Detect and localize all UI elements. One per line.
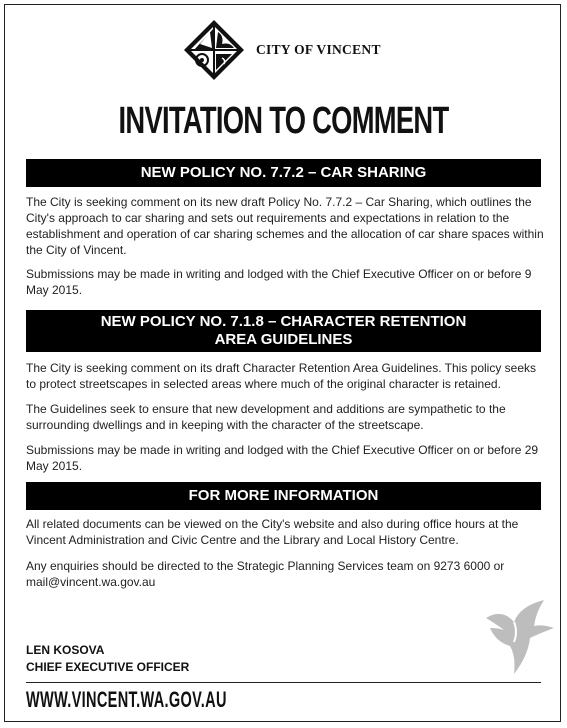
website-link[interactable]: WWW.VINCENT.WA.GOV.AU — [26, 687, 227, 712]
section-heading-more-info — [26, 482, 541, 510]
character-retention-paragraph-2: The Guidelines seek to ensure that new development and additions are sympathetic to the surrounding dwellings and in keeping with the character of the streetscape. — [26, 402, 506, 432]
character-retention-paragraph-1: The City is seeking comment on its draft Character Retention Area Guidelines. This policy seeks to protect streetscapes in selected areas where much of the original character is retained. — [26, 361, 537, 391]
section-heading-text: NEW POLICY NO. 7.7.2 – CAR SHARING — [140, 164, 427, 181]
signatory-role: CHIEF EXECUTIVE OFFICER — [26, 660, 190, 674]
more-info-paragraph-2: Any enquiries should be directed to the Strategic Planning Services team on 9273 6000 or mail@vincent.wa.gov.au — [26, 559, 505, 589]
section-heading-car-sharing — [26, 159, 541, 187]
car-sharing-paragraph-2: Submissions may be made in writing and lodged with the Chief Executive Officer on or before 9 May 2015. — [26, 267, 532, 297]
section-heading-character-retention — [26, 310, 541, 352]
page-title: INVITATION TO COMMENT — [118, 100, 449, 142]
section-heading-line-1: NEW POLICY NO. 7.1.8 – CHARACTER RETENTION — [100, 313, 467, 330]
signatory-name: LEN KOSOVA — [26, 643, 105, 657]
section-heading-line-2: AREA GUIDELINES — [214, 331, 353, 348]
character-retention-paragraph-3: Submissions may be made in writing and lodged with the Chief Executive Officer on or before 29 May 2015. — [26, 443, 539, 473]
car-sharing-paragraph-1: The City is seeking comment on its new draft Policy No. 7.7.2 – Car Sharing, which outlines the City's approach to car sharing and sets out requirements and expectations in relation to the establishment and operation of car sharing schemes and the allocation of car share spaces within the City of Vincent. — [26, 195, 544, 257]
section-heading-text: FOR MORE INFORMATION — [188, 487, 379, 504]
logo — [182, 18, 381, 82]
org-name: CITY OF VINCENT — [256, 42, 381, 57]
footer-divider — [26, 682, 541, 683]
more-info-paragraph-1: All related documents can be viewed on the City's website and also during office hours at the Vincent Administration and Civic Centre and the Library and Local History Centre. — [26, 517, 519, 547]
dove-icon — [484, 598, 556, 676]
city-crest-icon — [182, 18, 246, 82]
